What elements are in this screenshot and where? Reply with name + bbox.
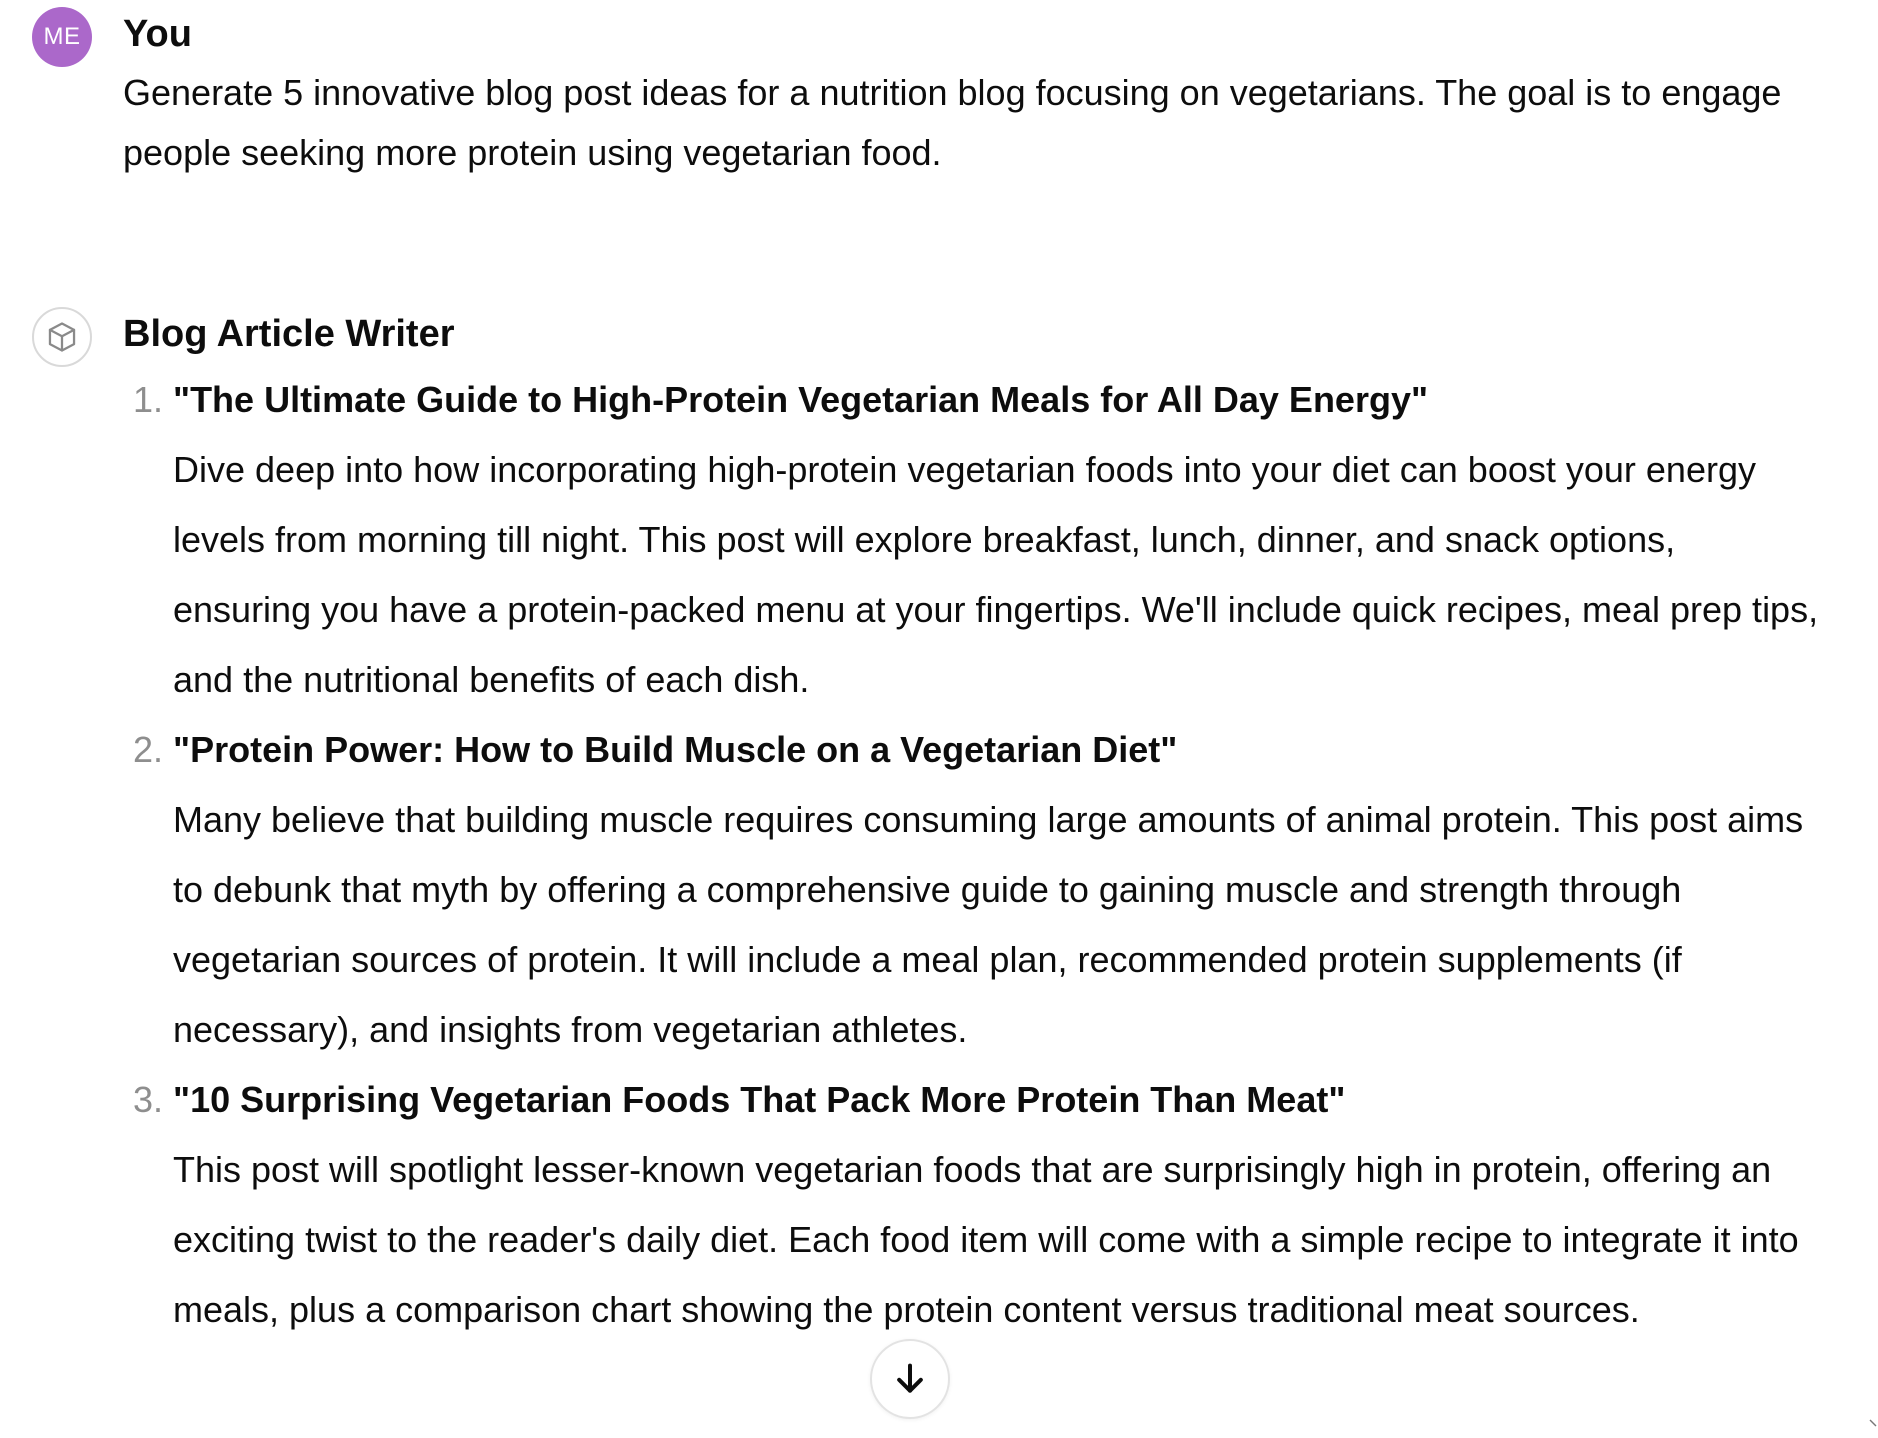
idea-description: Many believe that building muscle requires consuming large amounts of animal protein. This post aims to debunk that myth by offering a comprehensive guide to gaining muscle and strength through vegetarian sources of protein. It will include a meal plan, recommended protein supplements (if necessary), and insights from vegetarian athletes.: [173, 799, 1804, 1050]
assistant-author-name: Blog Article Writer: [123, 313, 455, 355]
assistant-avatar: [32, 307, 92, 367]
user-avatar-initials: ME: [43, 23, 81, 50]
list-item: [123, 365, 1823, 715]
list-item: [123, 1065, 1823, 1345]
list-item-number: 1.: [132, 379, 163, 420]
assistant-message: [32, 300, 1878, 1345]
list-item: [123, 715, 1823, 1065]
idea-description: Dive deep into how incorporating high-protein vegetarian foods into your diet can boost your energy levels from morning till night. This post will explore breakfast, lunch, dinner, and snack options, ensuring you have a protein-packed menu at your fingertips. We'll include quick recipes, meal prep tips, and the nutritional benefits of each dish.: [173, 449, 1819, 700]
idea-title: "Protein Power: How to Build Muscle on a Vegetarian Diet": [173, 729, 1178, 770]
blog-ideas-list: [123, 365, 1823, 1345]
arrow-down-icon: [890, 1359, 930, 1399]
idea-description: This post will spotlight lesser-known vegetarian foods that are surprisingly high in protein, offering an exciting twist to the reader's daily diet. Each food item will come with a simple recipe to integrate it into meals, plus a comparison chart showing the protein content versus traditional meat sources.: [173, 1149, 1799, 1330]
user-avatar: [32, 7, 92, 67]
resize-handle-icon: [1868, 1418, 1878, 1432]
scroll-to-bottom-button[interactable]: [870, 1339, 950, 1419]
user-message: [32, 0, 1878, 183]
user-message-text: Generate 5 innovative blog post ideas for a nutrition blog focusing on vegetarians. The goal is to engage people seeking more protein using vegetarian food.: [123, 72, 1782, 173]
cube-icon: [45, 320, 79, 354]
idea-title: "10 Surprising Vegetarian Foods That Pack More Protein Than Meat": [173, 1079, 1346, 1120]
idea-title: "The Ultimate Guide to High-Protein Vegetarian Meals for All Day Energy": [173, 379, 1429, 420]
list-item-number: 2.: [132, 729, 163, 770]
user-author-name: You: [123, 13, 192, 55]
list-item-number: 3.: [132, 1079, 163, 1120]
